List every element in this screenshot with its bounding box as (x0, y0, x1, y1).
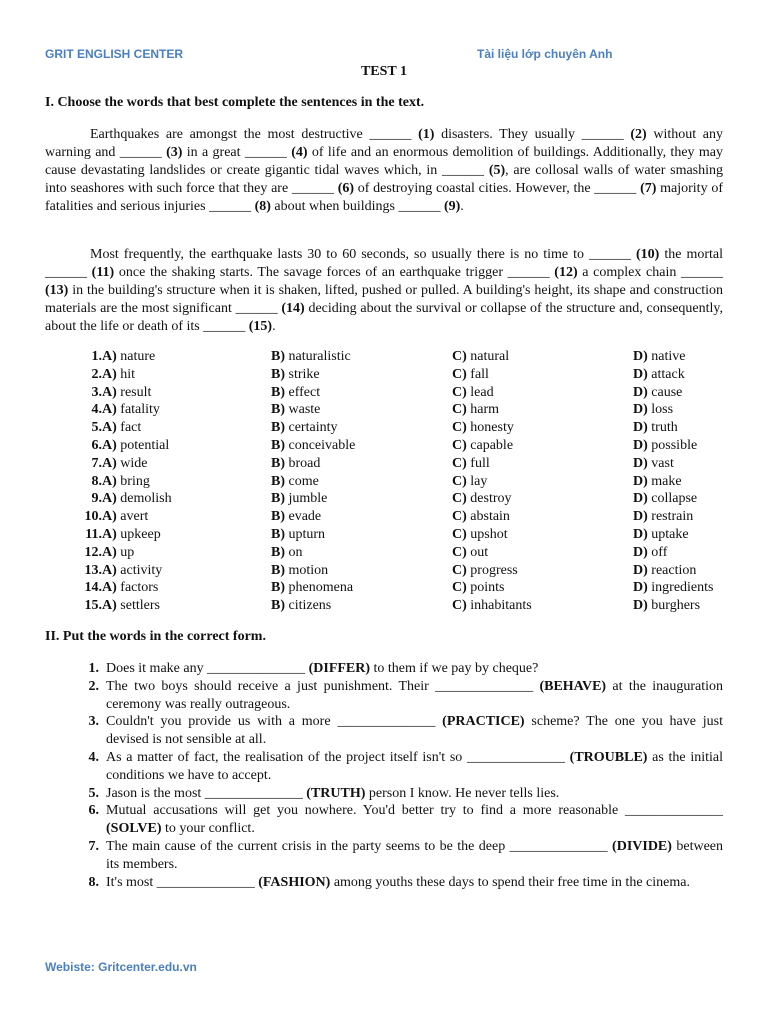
option-b (271, 401, 320, 419)
option-c (452, 562, 518, 580)
option-d (633, 562, 696, 580)
option-letter: B) (271, 598, 285, 614)
option-letter: C) (452, 544, 467, 560)
blank-number: (15) (248, 319, 273, 334)
option-letter: D) (633, 580, 648, 596)
option-letter: C) (452, 473, 467, 489)
option-b (271, 455, 320, 473)
option-text: loss (647, 402, 674, 418)
option-letter: B) (271, 437, 285, 453)
option-text: conceivable (285, 437, 356, 453)
option-letter: D) (633, 544, 648, 560)
item-text: person I know. He never tells lies. (365, 785, 560, 801)
blank-number: (10) (636, 247, 660, 262)
paragraph-text: once the shaking starts. The savage forces of an earthquake trigger ______ (114, 265, 555, 280)
option-a (102, 419, 141, 437)
paragraph-text: of destroying coastal cities. However, the ______ (354, 181, 641, 196)
option-a (102, 526, 161, 544)
option-letter: D) (633, 384, 648, 400)
item-number: 6. (88, 803, 99, 819)
option-d (633, 401, 673, 419)
option-c (452, 597, 532, 615)
question-row (45, 348, 735, 366)
option-letter: A) (102, 473, 117, 489)
question-row (45, 473, 735, 491)
item-text: between its members. (106, 838, 723, 872)
question-number: 10. (84, 509, 102, 525)
option-letter: C) (452, 509, 467, 525)
paragraph-1 (45, 126, 723, 216)
item-text: to your conflict. (161, 821, 255, 837)
option-text: lay (466, 473, 488, 489)
option-letter: C) (452, 402, 467, 418)
option-b (271, 597, 331, 615)
option-b (271, 419, 337, 437)
option-letter: A) (102, 420, 117, 436)
option-c (452, 384, 494, 402)
option-letter: B) (271, 366, 285, 382)
option-d (633, 473, 682, 491)
item-text: Jason is the most ______________ (106, 785, 307, 801)
option-a (102, 508, 148, 526)
question-number: 12. (84, 544, 102, 560)
option-text: effect (285, 384, 321, 400)
option-text: fact (116, 420, 142, 436)
question-row (45, 544, 735, 562)
option-letter: B) (271, 544, 285, 560)
option-letter: C) (452, 526, 467, 542)
paragraph-text: Earthquakes are amongst the most destructive ______ (90, 127, 419, 142)
paragraph-text: deciding about the survival or collapse of the structure and, consequently, about the life or death of its ______ (45, 301, 724, 334)
word-form-item (45, 678, 723, 714)
question-row (45, 437, 735, 455)
option-letter: A) (102, 544, 117, 560)
option-d (633, 384, 682, 402)
paragraph-text: without any warning and ______ (45, 127, 723, 160)
option-text: off (647, 544, 668, 560)
option-text: jumble (285, 491, 328, 507)
header-left: GRIT ENGLISH CENTER (45, 47, 184, 61)
item-number: 1. (88, 661, 99, 676)
paragraph-text: the mortal ______ (45, 247, 723, 280)
question-row (45, 526, 735, 544)
option-d (633, 366, 685, 384)
question-row (45, 366, 735, 384)
paragraph-text: Most frequently, the earthquake lasts 30 to 60 seconds, so usually there is no time to ______ (90, 247, 637, 262)
question-number: 15. (84, 598, 102, 614)
option-d (633, 526, 689, 544)
option-a (102, 384, 151, 402)
item-number: 8. (88, 874, 99, 890)
option-letter: B) (271, 473, 285, 489)
option-letter: B) (271, 420, 285, 436)
word-form-item (45, 874, 723, 892)
question-row (45, 384, 735, 402)
option-letter: C) (452, 455, 467, 471)
question-row (45, 455, 735, 473)
word-form-item (45, 660, 723, 678)
option-letter: C) (452, 384, 467, 400)
option-a (102, 455, 148, 473)
option-text: native (647, 349, 686, 364)
option-letter: B) (271, 402, 285, 418)
option-a (102, 366, 135, 384)
option-text: fatality (116, 402, 160, 418)
item-text: Mutual accusations will get you nowhere. You'd better try to find a more reasonable ______________ (106, 803, 723, 819)
option-text: progress (466, 562, 518, 578)
question-row (45, 508, 735, 526)
option-letter: D) (633, 349, 648, 364)
option-letter: D) (633, 402, 648, 418)
root-word: (BEHAVE) (539, 678, 607, 694)
option-text: destroy (466, 491, 512, 507)
option-letter: B) (271, 384, 285, 400)
option-letter: B) (271, 526, 285, 542)
blank-number: (1) (418, 127, 435, 142)
item-text: The main cause of the current crisis in the party seems to be the deep ______________ (106, 838, 613, 854)
option-text: upkeep (116, 526, 161, 542)
option-text: broad (285, 455, 321, 471)
option-letter: C) (452, 437, 467, 453)
option-a (102, 544, 134, 562)
option-text: come (285, 473, 319, 489)
option-letter: B) (271, 491, 285, 507)
option-b (271, 526, 325, 544)
option-letter: D) (633, 366, 648, 382)
option-text: upshot (466, 526, 508, 542)
option-c (452, 419, 514, 437)
option-text: make (647, 473, 682, 489)
option-c (452, 366, 489, 384)
paragraph-text: of life and an enormous demolition of buildings. Additionally, they may cause devastating landslides or create gigantic tidal waves which, in ______ (45, 145, 723, 178)
option-d (633, 579, 714, 597)
blank-number: (3) (166, 145, 183, 160)
blank-number: (5) (488, 163, 506, 178)
option-b (271, 366, 320, 384)
option-b (271, 508, 321, 526)
option-text: possible (647, 437, 698, 453)
option-letter: B) (271, 455, 285, 471)
option-letter: D) (633, 473, 648, 489)
item-number: 7. (88, 838, 99, 854)
option-c (452, 437, 513, 455)
option-text: collapse (647, 491, 698, 507)
option-a (102, 579, 158, 597)
paragraph-text: a complex chain ______ (577, 265, 723, 280)
option-letter: A) (102, 491, 117, 507)
option-d (633, 544, 667, 562)
option-c (452, 526, 508, 544)
option-text: vast (647, 455, 674, 471)
blank-number: (8) (254, 199, 271, 214)
option-b (271, 579, 353, 597)
blank-number: (2) (630, 127, 647, 142)
paragraph-text: . (272, 319, 276, 334)
question-number: 5. (91, 420, 102, 436)
item-number: 3. (88, 714, 99, 730)
question-number: 6. (91, 437, 102, 453)
option-text: citizens (285, 598, 332, 614)
option-c (452, 544, 488, 562)
option-letter: D) (633, 491, 648, 507)
option-text: natural (466, 349, 510, 364)
option-text: reaction (647, 562, 697, 578)
option-letter: A) (102, 384, 117, 400)
option-text: out (466, 544, 489, 560)
option-letter: D) (633, 509, 648, 525)
option-text: restrain (647, 509, 694, 525)
option-text: points (466, 580, 505, 596)
blank-number: (9) (443, 199, 461, 214)
option-letter: B) (271, 580, 285, 596)
option-letter: B) (271, 509, 285, 525)
item-text: to them if we pay by cheque? (370, 661, 539, 676)
footer-website: Webiste: Gritcenter.edu.vn (45, 960, 197, 974)
option-text: factors (116, 580, 159, 596)
option-c (452, 401, 499, 419)
option-text: demolish (116, 491, 172, 507)
option-letter: A) (102, 562, 117, 578)
item-text: Does it make any ______________ (106, 661, 309, 676)
item-text: As a matter of fact, the realisation of the project itself isn't so ______________ (106, 749, 570, 765)
question-number: 14. (84, 580, 102, 596)
option-letter: C) (452, 349, 467, 364)
blank-number: (11) (91, 265, 115, 280)
option-text: up (116, 544, 135, 560)
option-a (102, 401, 160, 419)
question-number: 8. (91, 473, 102, 489)
word-form-item (45, 802, 723, 838)
option-text: full (466, 455, 490, 471)
option-letter: D) (633, 437, 648, 453)
option-text: phenomena (285, 580, 354, 596)
option-b (271, 384, 320, 402)
option-letter: C) (452, 491, 467, 507)
word-form-item (45, 713, 723, 749)
option-b (271, 348, 351, 366)
root-word: (SOLVE) (106, 821, 162, 837)
word-form-item (45, 749, 723, 785)
option-letter: C) (452, 366, 467, 382)
option-text: certainty (285, 420, 338, 436)
paragraph-text: in a great ______ (182, 145, 292, 160)
paragraph-text: , are collosal walls of water smashing into seashores with such force that they are ______ (45, 163, 724, 196)
option-b (271, 490, 327, 508)
option-text: hit (116, 366, 136, 382)
option-d (633, 455, 674, 473)
blank-number: (7) (640, 181, 657, 196)
option-a (102, 473, 150, 491)
paragraph-text: disasters. They usually ______ (434, 127, 631, 142)
question-number: 9. (91, 491, 102, 507)
option-letter: D) (633, 562, 648, 578)
item-number: 4. (88, 749, 99, 765)
option-text: nature (116, 349, 156, 364)
root-word: (TROUBLE) (569, 749, 648, 765)
option-letter: A) (102, 455, 117, 471)
option-letter: B) (271, 349, 285, 364)
blank-number: (4) (291, 145, 308, 160)
option-letter: D) (633, 455, 648, 471)
section1-title: I. Choose the words that best complete the sentences in the text. (45, 95, 425, 110)
question-number: 4. (91, 402, 102, 418)
option-letter: D) (633, 420, 648, 436)
option-letter: C) (452, 420, 467, 436)
option-c (452, 473, 487, 491)
option-text: fall (466, 366, 489, 382)
option-text: cause (647, 384, 683, 400)
option-a (102, 348, 155, 366)
option-text: evade (285, 509, 322, 525)
option-letter: A) (102, 526, 117, 542)
item-text: scheme? The one you have just devised is not sensible at all. (106, 714, 723, 748)
option-letter: A) (102, 437, 117, 453)
option-letter: A) (102, 349, 117, 364)
option-c (452, 508, 510, 526)
option-d (633, 597, 700, 615)
option-a (102, 562, 162, 580)
option-text: on (285, 544, 303, 560)
option-a (102, 597, 160, 615)
option-text: upturn (285, 526, 326, 542)
option-text: harm (466, 402, 500, 418)
option-letter: A) (102, 598, 117, 614)
question-number: 3. (91, 384, 102, 400)
question-number: 2. (91, 366, 102, 382)
option-a (102, 437, 169, 455)
option-text: ingredients (647, 580, 714, 596)
root-word: (DIFFER) (308, 661, 371, 676)
question-row (45, 419, 735, 437)
paragraph-text: . (460, 199, 464, 214)
options-list (45, 348, 735, 615)
option-d (633, 419, 678, 437)
option-d (633, 490, 697, 508)
question-row (45, 597, 735, 615)
item-number: 2. (88, 678, 99, 694)
option-text: lead (466, 384, 494, 400)
option-text: activity (116, 562, 163, 578)
blank-number: (12) (554, 265, 578, 280)
option-text: naturalistic (285, 349, 351, 364)
option-letter: A) (102, 509, 117, 525)
option-letter: C) (452, 598, 467, 614)
option-text: motion (285, 562, 329, 578)
item-text: It's most ______________ (106, 874, 259, 890)
paragraph-text: about when buildings ______ (270, 199, 444, 214)
question-row (45, 401, 735, 419)
header-right: Tài liệu lớp chuyên Anh (477, 47, 613, 61)
option-letter: A) (102, 580, 117, 596)
word-form-list (45, 660, 723, 891)
option-text: potential (116, 437, 170, 453)
option-text: burghers (647, 598, 701, 614)
option-a (102, 490, 172, 508)
section2-title: II. Put the words in the correct form. (45, 629, 266, 644)
option-text: inhabitants (466, 598, 532, 614)
question-row (45, 562, 735, 580)
item-text: The two boys should receive a just punishment. Their ______________ (106, 678, 540, 694)
option-c (452, 490, 512, 508)
option-text: capable (466, 437, 514, 453)
item-text: at the inauguration ceremony was really outrageous. (106, 678, 724, 712)
word-form-item (45, 838, 723, 874)
option-b (271, 473, 319, 491)
option-text: settlers (116, 598, 160, 614)
blank-number: (6) (337, 181, 355, 196)
option-letter: D) (633, 526, 648, 542)
question-number: 1. (91, 349, 102, 364)
paragraph-text: in the building's structure when it is shaken, lifted, pushed or pulled. A building's height, its shape and construction materials are the most significant ______ (45, 283, 723, 316)
option-c (452, 348, 509, 366)
option-letter: B) (271, 562, 285, 578)
option-d (633, 348, 686, 366)
option-b (271, 562, 328, 580)
root-word: (PRACTICE) (442, 714, 525, 730)
option-text: honesty (466, 420, 514, 436)
option-c (452, 579, 505, 597)
page-title: TEST 1 (360, 64, 408, 79)
option-b (271, 437, 355, 455)
root-word: (TRUTH) (306, 785, 366, 801)
blank-number: (14) (281, 301, 305, 316)
option-b (271, 544, 303, 562)
paragraph-2 (45, 246, 723, 336)
blank-number: (13) (45, 283, 69, 298)
option-d (633, 437, 697, 455)
item-text: among youths these days to spend their free time in the cinema. (330, 874, 690, 890)
item-text: Couldn't you provide us with a more ______________ (106, 714, 443, 730)
root-word: (DIVIDE) (612, 838, 672, 854)
option-text: result (116, 384, 152, 400)
question-row (45, 490, 735, 508)
option-text: wide (116, 455, 148, 471)
option-text: attack (647, 366, 685, 382)
option-text: uptake (647, 526, 689, 542)
question-number: 11. (85, 526, 102, 542)
paragraph-text: majority of fatalities and serious injuries ______ (45, 181, 723, 214)
option-text: abstain (466, 509, 510, 525)
option-letter: A) (102, 402, 117, 418)
option-letter: D) (633, 598, 648, 614)
item-number: 5. (88, 785, 99, 801)
question-number: 13. (84, 562, 102, 578)
option-text: waste (285, 402, 321, 418)
option-c (452, 455, 490, 473)
option-text: avert (116, 509, 149, 525)
word-form-item (45, 785, 723, 803)
question-number: 7. (91, 455, 102, 471)
root-word: (FASHION) (258, 874, 331, 890)
option-text: bring (116, 473, 150, 489)
item-text: as the initial conditions we have to accept. (106, 749, 723, 783)
option-letter: C) (452, 580, 467, 596)
option-text: truth (647, 420, 678, 436)
question-row (45, 579, 735, 597)
option-letter: A) (102, 366, 117, 382)
option-letter: C) (452, 562, 467, 578)
option-d (633, 508, 693, 526)
option-text: strike (285, 366, 320, 382)
